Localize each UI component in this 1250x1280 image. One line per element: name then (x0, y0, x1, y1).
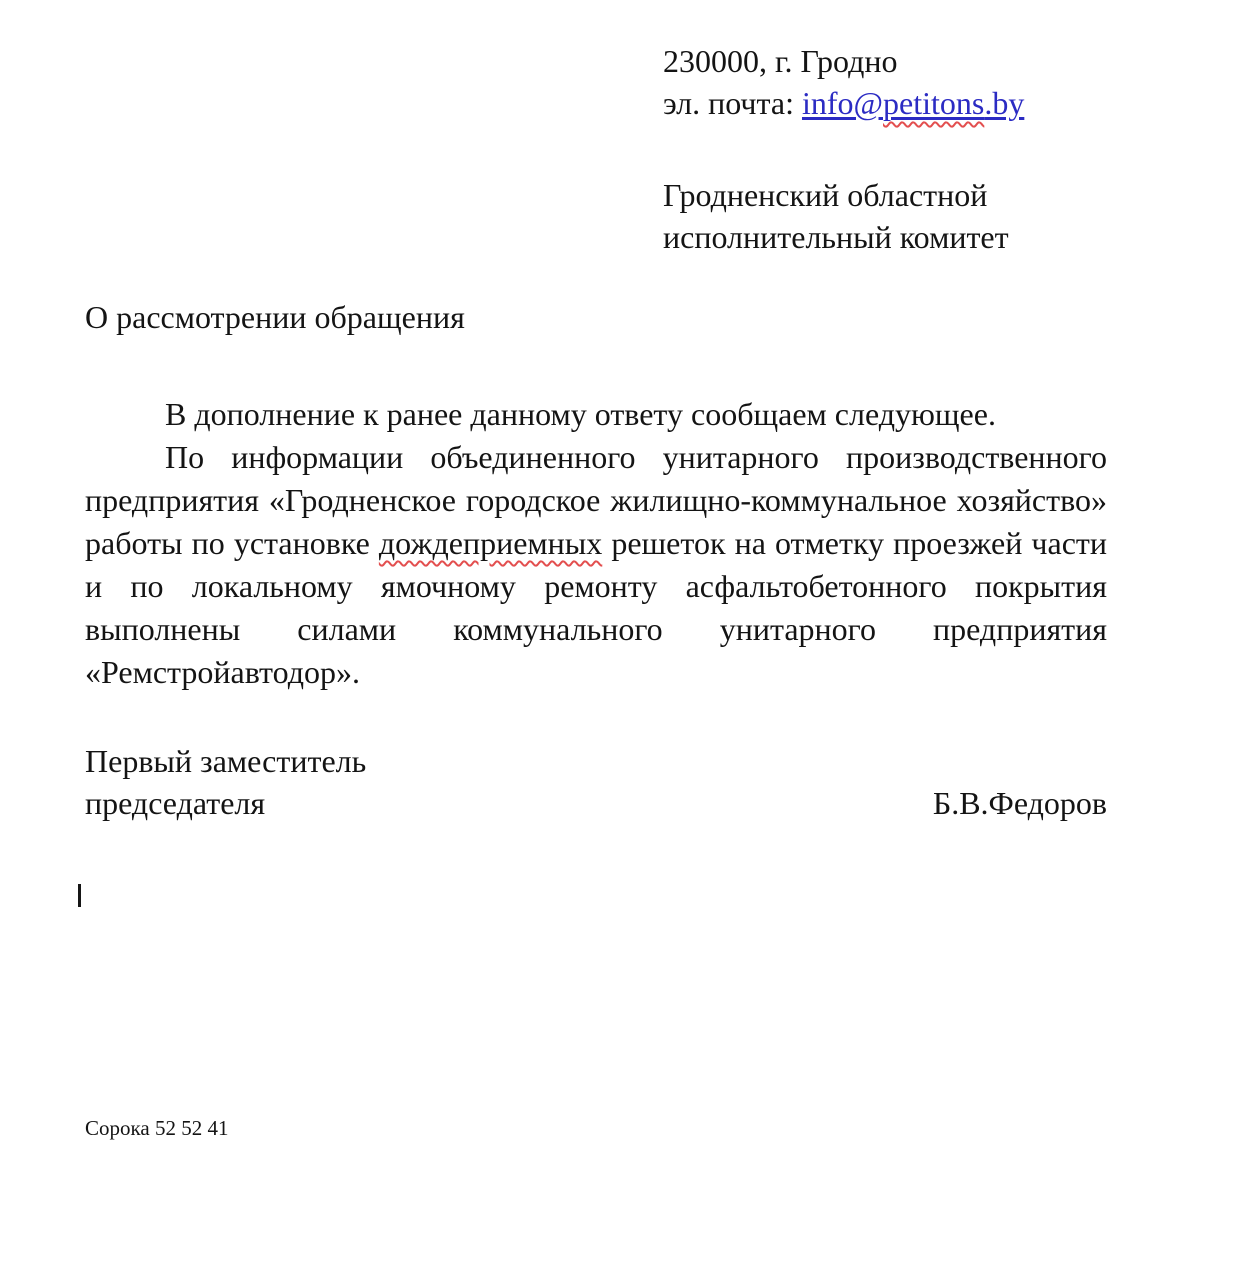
executor-contact: Сорока 52 52 41 (85, 1116, 229, 1140)
letter-body (85, 393, 1107, 694)
signer-title (85, 740, 366, 824)
signature-block (85, 740, 1107, 824)
signer-title-line2: председателя (85, 785, 266, 821)
paragraph-main (85, 436, 1107, 694)
recipient-name-line2: исполнительный комитет (663, 219, 1009, 255)
sender-address-block (663, 40, 1024, 124)
postal-address: 230000, г. Гродно (663, 43, 898, 79)
email-link-prefix: info@ (801, 85, 883, 121)
recipient-block (663, 174, 1009, 258)
paragraph-main-misspelled-word: дождеприемных (378, 525, 603, 561)
subject-line: О рассмотрении обращения (85, 299, 465, 335)
email-link-suffix: .by (984, 85, 1025, 121)
text-cursor[interactable] (78, 884, 81, 907)
email-label: эл. почта: (663, 85, 802, 121)
email-line (663, 82, 1024, 124)
recipient-name-line1: Гродненский областной (663, 177, 988, 213)
signer-name: Б.В.Федоров (932, 785, 1107, 821)
email-link-misspelled-part: petitons (883, 85, 985, 121)
paragraph-main-before: По информации объединенного унитарного производственного предприятия «Гродненское городское жилищно-коммунальное хозяйство» работы по установке (85, 439, 1107, 561)
paragraph-main-after: решеток на отметку проезжей части и по локальному ямочному ремонту асфальтобетонного покрытия выполнены силами коммунального унитарного предприятия «Ремстройавтодор». (85, 525, 1108, 690)
email-link[interactable] (802, 85, 1024, 121)
paragraph-intro: В дополнение к ранее данному ответу сообщаем следующее. (165, 396, 996, 432)
signer-title-line1: Первый заместитель (85, 743, 367, 779)
